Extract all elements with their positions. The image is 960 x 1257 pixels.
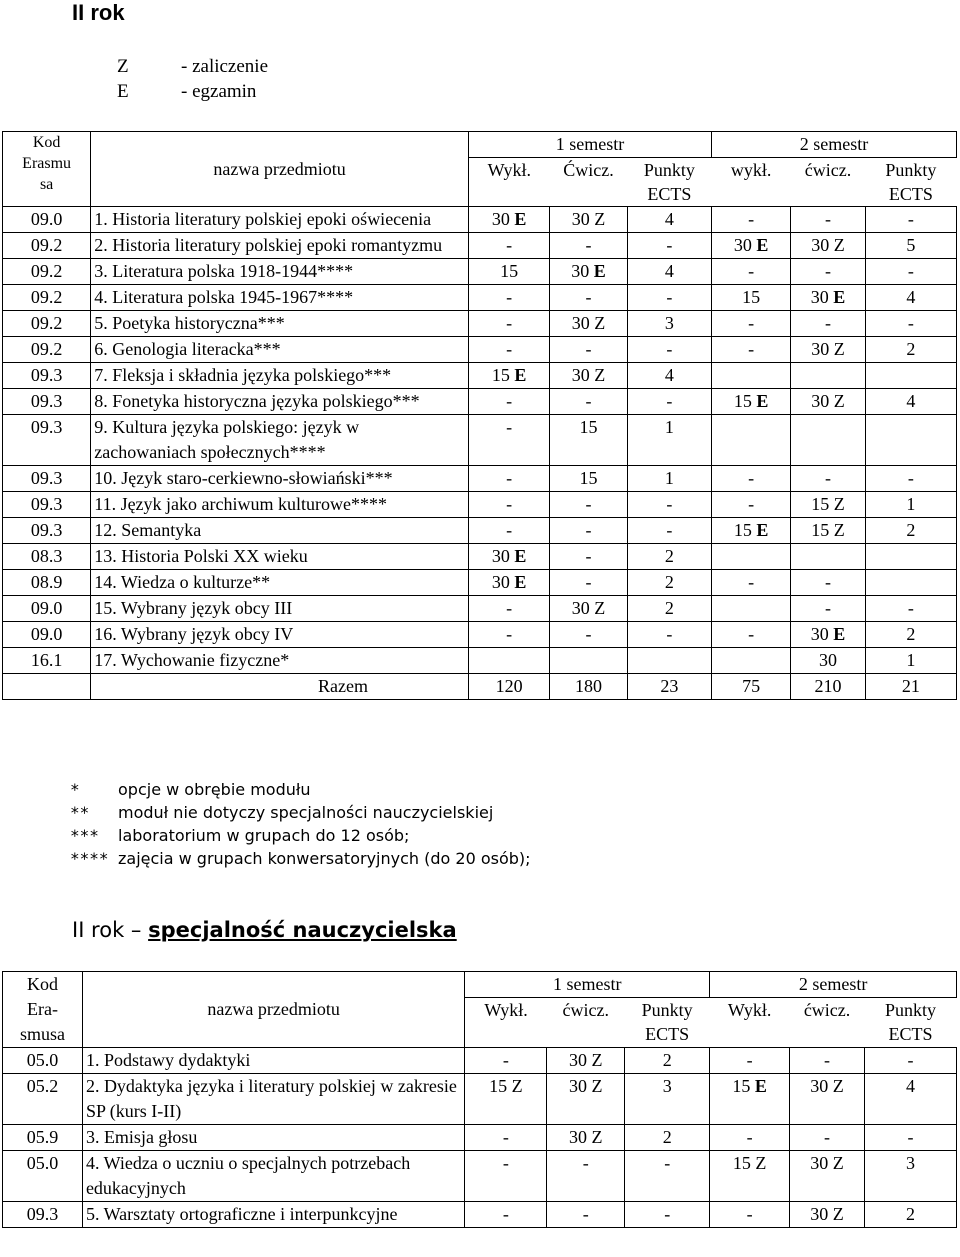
course-table-year2 bbox=[2, 131, 957, 700]
row-value: 15 Z bbox=[465, 1074, 547, 1125]
row-value: 15 bbox=[712, 285, 791, 311]
row-value bbox=[865, 363, 956, 389]
row-value: - bbox=[865, 311, 956, 337]
row-code: 09.2 bbox=[3, 259, 91, 285]
row-value: - bbox=[791, 570, 865, 596]
row-value: - bbox=[627, 233, 711, 259]
table-row bbox=[3, 1074, 957, 1125]
row-value bbox=[865, 570, 956, 596]
table-row bbox=[3, 596, 957, 622]
table-row bbox=[3, 337, 957, 363]
row-value: 30 E bbox=[468, 544, 549, 570]
row-value: - bbox=[712, 207, 791, 233]
row-value: - bbox=[465, 1125, 547, 1151]
total-blank bbox=[3, 674, 91, 700]
row-value: 30 Z bbox=[790, 1151, 865, 1202]
subheader-cell: ćwicz. bbox=[562, 1000, 609, 1021]
row-value: - bbox=[468, 596, 549, 622]
row-value: - bbox=[465, 1151, 547, 1202]
row-subject: 10. Język staro-cerkiewno-słowiański*** bbox=[91, 466, 469, 492]
row-value: - bbox=[712, 466, 791, 492]
row-value: - bbox=[465, 1202, 547, 1228]
semester1-header: 1 semestr bbox=[468, 132, 711, 158]
subheader-cell: Punkty ECTS bbox=[641, 1000, 693, 1045]
row-code: 09.3 bbox=[3, 415, 91, 466]
row-value: 1 bbox=[865, 492, 956, 518]
row-value: 4 bbox=[627, 363, 711, 389]
name-header: nazwa przedmiotu bbox=[82, 972, 464, 1048]
row-subject: 7. Fleksja i składnia języka polskiego*** bbox=[91, 363, 469, 389]
row-value bbox=[550, 648, 628, 674]
row-value: - bbox=[468, 311, 549, 337]
row-value: 4 bbox=[865, 285, 956, 311]
table-row bbox=[3, 233, 957, 259]
legend-item-z: Z - zaliczenie bbox=[117, 56, 269, 77]
row-value: - bbox=[468, 337, 549, 363]
table-row bbox=[3, 466, 957, 492]
table-row bbox=[3, 415, 957, 466]
row-value: 30 E bbox=[712, 233, 791, 259]
subheader-cell: Punkty ECTS bbox=[885, 1000, 937, 1045]
row-value bbox=[712, 363, 791, 389]
semester1-header: 1 semestr bbox=[465, 972, 710, 998]
row-value bbox=[791, 544, 865, 570]
row-code: 05.2 bbox=[3, 1074, 83, 1125]
table-row bbox=[3, 492, 957, 518]
row-value bbox=[468, 648, 549, 674]
table-row bbox=[3, 311, 957, 337]
total-row bbox=[3, 674, 957, 700]
code-header-line: Kod bbox=[26, 974, 58, 994]
row-value: 2 bbox=[627, 596, 711, 622]
subheader-cell: wykł. bbox=[730, 160, 772, 180]
row-value: 30 Z bbox=[790, 1202, 865, 1228]
row-code: 05.0 bbox=[3, 1048, 83, 1074]
row-value: - bbox=[627, 389, 711, 415]
row-value: 2 bbox=[865, 1202, 957, 1228]
table-row bbox=[3, 648, 957, 674]
row-value: - bbox=[468, 466, 549, 492]
row-value: - bbox=[550, 622, 628, 648]
row-code: 09.0 bbox=[3, 622, 91, 648]
row-value: - bbox=[550, 544, 628, 570]
row-value: 2 bbox=[625, 1048, 710, 1074]
row-code: 09.0 bbox=[3, 596, 91, 622]
row-value: - bbox=[710, 1125, 790, 1151]
row-subject: 1. Podstawy dydaktyki bbox=[82, 1048, 464, 1074]
row-value: 30 Z bbox=[547, 1125, 625, 1151]
row-value: 3 bbox=[625, 1074, 710, 1125]
row-subject: 12. Semantyka bbox=[91, 518, 469, 544]
subheader-cell: ćwicz. bbox=[804, 160, 852, 180]
row-value: 30 E bbox=[791, 285, 865, 311]
row-value: 30 E bbox=[550, 259, 628, 285]
row-code: 09.3 bbox=[3, 363, 91, 389]
row-code: 09.3 bbox=[3, 389, 91, 415]
row-value: 2 bbox=[865, 337, 956, 363]
header-row bbox=[3, 972, 957, 998]
row-value: - bbox=[865, 259, 956, 285]
table-row bbox=[3, 207, 957, 233]
row-value: - bbox=[791, 596, 865, 622]
row-value: - bbox=[710, 1202, 790, 1228]
table-row bbox=[3, 622, 957, 648]
row-value: 3 bbox=[627, 311, 711, 337]
row-value: - bbox=[550, 492, 628, 518]
row-value: 1 bbox=[627, 415, 711, 466]
row-value: - bbox=[865, 1048, 957, 1074]
row-value: 15 bbox=[468, 259, 549, 285]
row-value: - bbox=[865, 207, 956, 233]
table-row bbox=[3, 544, 957, 570]
row-value: - bbox=[625, 1151, 710, 1202]
total-value: 75 bbox=[712, 674, 791, 700]
row-subject: 2. Dydaktyka języka i literatury polskiej w zakresie SP (kurs I-II) bbox=[82, 1074, 464, 1125]
row-value: - bbox=[710, 1048, 790, 1074]
row-subject: 4. Literatura polska 1945-1967**** bbox=[91, 285, 469, 311]
row-value: 30 Z bbox=[547, 1074, 625, 1125]
total-value: 21 bbox=[865, 674, 956, 700]
row-value: - bbox=[865, 596, 956, 622]
row-value: - bbox=[468, 492, 549, 518]
code-header-line: sa bbox=[39, 176, 54, 193]
row-value: 15 E bbox=[712, 518, 791, 544]
footnote-mark: *** bbox=[70, 826, 99, 845]
row-value: - bbox=[712, 492, 791, 518]
row-value: - bbox=[791, 311, 865, 337]
section-heading: II rok – specjalność nauczycielska bbox=[72, 918, 457, 942]
row-value bbox=[627, 648, 711, 674]
row-code: 05.9 bbox=[3, 1125, 83, 1151]
row-subject: 5. Warsztaty ortograficzne i interpunkcyjne bbox=[82, 1202, 464, 1228]
footnote bbox=[70, 778, 531, 801]
row-value: - bbox=[547, 1202, 625, 1228]
row-value bbox=[791, 415, 865, 466]
row-subject: 17. Wychowanie fizyczne* bbox=[91, 648, 469, 674]
row-subject: 11. Język jako archiwum kulturowe**** bbox=[91, 492, 469, 518]
row-value: 5 bbox=[865, 233, 956, 259]
code-header bbox=[3, 972, 83, 1048]
row-value: 2 bbox=[625, 1125, 710, 1151]
row-value: 4 bbox=[627, 259, 711, 285]
row-value: 4 bbox=[627, 207, 711, 233]
table-row bbox=[3, 570, 957, 596]
row-value: - bbox=[625, 1202, 710, 1228]
row-value: - bbox=[627, 285, 711, 311]
row-value bbox=[791, 363, 865, 389]
row-value: - bbox=[865, 1125, 957, 1151]
table-row bbox=[3, 389, 957, 415]
total-value: 180 bbox=[550, 674, 628, 700]
row-value: 30 Z bbox=[791, 389, 865, 415]
row-subject: 5. Poetyka historyczna*** bbox=[91, 311, 469, 337]
row-code: 08.3 bbox=[3, 544, 91, 570]
row-value: - bbox=[550, 570, 628, 596]
row-value: 15 E bbox=[468, 363, 549, 389]
row-value: - bbox=[627, 337, 711, 363]
row-value: - bbox=[712, 259, 791, 285]
subheader-cell: Wykł. bbox=[487, 160, 532, 180]
header-row bbox=[3, 132, 957, 158]
row-value: - bbox=[550, 285, 628, 311]
row-value: 3 bbox=[865, 1151, 957, 1202]
row-value: - bbox=[712, 337, 791, 363]
row-value: - bbox=[468, 622, 549, 648]
table-row bbox=[3, 1151, 957, 1202]
footnote-text: laboratorium w grupach do 12 osób; bbox=[118, 826, 410, 845]
row-value: 1 bbox=[865, 648, 956, 674]
table-row bbox=[3, 1202, 957, 1228]
footnote-text: zajęcia w grupach konwersatoryjnych (do 20 osób); bbox=[118, 849, 531, 868]
row-value: - bbox=[465, 1048, 547, 1074]
row-code: 09.3 bbox=[3, 518, 91, 544]
row-value: 15 bbox=[550, 466, 628, 492]
row-value: 30 E bbox=[468, 570, 549, 596]
course-table-teaching bbox=[2, 971, 957, 1228]
row-value: 2 bbox=[627, 570, 711, 596]
name-header: nazwa przedmiotu bbox=[91, 132, 469, 207]
row-value: - bbox=[790, 1125, 865, 1151]
table-row bbox=[3, 1048, 957, 1074]
subheader-cell: Punkty ECTS bbox=[885, 160, 937, 204]
legend bbox=[117, 54, 268, 104]
row-subject: 8. Fonetyka historyczna języka polskiego*** bbox=[91, 389, 469, 415]
row-value: - bbox=[865, 466, 956, 492]
subheader-cell: Punkty ECTS bbox=[643, 160, 695, 204]
row-value: 4 bbox=[865, 389, 956, 415]
footnote-mark: ** bbox=[70, 803, 90, 822]
row-value: - bbox=[468, 389, 549, 415]
row-code: 09.3 bbox=[3, 466, 91, 492]
row-subject: 6. Genologia literacka*** bbox=[91, 337, 469, 363]
row-value: - bbox=[468, 415, 549, 466]
row-code: 05.0 bbox=[3, 1151, 83, 1202]
row-value: - bbox=[790, 1048, 865, 1074]
row-value: - bbox=[468, 233, 549, 259]
row-code: 16.1 bbox=[3, 648, 91, 674]
row-value: 30 bbox=[791, 648, 865, 674]
row-code: 09.2 bbox=[3, 337, 91, 363]
row-value: - bbox=[712, 311, 791, 337]
row-subject: 14. Wiedza o kulturze** bbox=[91, 570, 469, 596]
row-subject: 2. Historia literatury polskiej epoki romantyzmu bbox=[91, 233, 469, 259]
semester2-header: 2 semestr bbox=[710, 972, 957, 998]
row-value bbox=[712, 648, 791, 674]
total-value: 210 bbox=[791, 674, 865, 700]
row-subject: 13. Historia Polski XX wieku bbox=[91, 544, 469, 570]
code-header-line: Era- bbox=[26, 999, 58, 1019]
row-value: 2 bbox=[865, 622, 956, 648]
row-code: 08.9 bbox=[3, 570, 91, 596]
total-value: 23 bbox=[627, 674, 711, 700]
row-value: - bbox=[627, 492, 711, 518]
row-subject: 16. Wybrany język obcy IV bbox=[91, 622, 469, 648]
row-value: - bbox=[547, 1151, 625, 1202]
row-value: - bbox=[791, 259, 865, 285]
row-value: 30 Z bbox=[550, 363, 628, 389]
row-value: 30 Z bbox=[791, 233, 865, 259]
footnote-mark: **** bbox=[70, 849, 109, 868]
row-value: 4 bbox=[865, 1074, 957, 1125]
page-title: II rok bbox=[72, 0, 125, 25]
row-value: - bbox=[712, 570, 791, 596]
row-value bbox=[865, 415, 956, 466]
row-value: - bbox=[627, 518, 711, 544]
footnote bbox=[70, 847, 531, 870]
row-value: 30 Z bbox=[547, 1048, 625, 1074]
subheader-cell: Ćwicz. bbox=[563, 160, 614, 180]
row-value: - bbox=[791, 207, 865, 233]
row-value: - bbox=[550, 337, 628, 363]
row-subject: 3. Emisja głosu bbox=[82, 1125, 464, 1151]
footnote bbox=[70, 824, 531, 847]
semester2-header: 2 semestr bbox=[712, 132, 957, 158]
row-value: 30 E bbox=[791, 622, 865, 648]
row-value: - bbox=[627, 622, 711, 648]
row-value bbox=[712, 415, 791, 466]
row-value bbox=[865, 544, 956, 570]
row-value: - bbox=[712, 622, 791, 648]
footnote-text: moduł nie dotyczy specjalności nauczycielskiej bbox=[118, 803, 494, 822]
row-code: 09.3 bbox=[3, 492, 91, 518]
row-value: 30 Z bbox=[550, 596, 628, 622]
table-row bbox=[3, 259, 957, 285]
row-value: 1 bbox=[627, 466, 711, 492]
row-value: 30 Z bbox=[550, 207, 628, 233]
row-value: 2 bbox=[627, 544, 711, 570]
row-code: 09.0 bbox=[3, 207, 91, 233]
footnote bbox=[70, 801, 531, 824]
total-value: 120 bbox=[468, 674, 549, 700]
row-code: 09.2 bbox=[3, 311, 91, 337]
row-value: 2 bbox=[865, 518, 956, 544]
row-value: 30 Z bbox=[790, 1074, 865, 1125]
row-value: 15 bbox=[550, 415, 628, 466]
row-value bbox=[712, 596, 791, 622]
table-row bbox=[3, 285, 957, 311]
row-subject: 3. Literatura polska 1918-1944**** bbox=[91, 259, 469, 285]
row-subject: 1. Historia literatury polskiej epoki oświecenia bbox=[91, 207, 469, 233]
row-value: 30 E bbox=[468, 207, 549, 233]
row-code: 09.2 bbox=[3, 233, 91, 259]
row-subject: 4. Wiedza o uczniu o specjalnych potrzebach edukacyjnych bbox=[82, 1151, 464, 1202]
row-value: - bbox=[550, 389, 628, 415]
footnote-text: opcje w obrębie modułu bbox=[118, 780, 311, 799]
code-header bbox=[3, 132, 91, 207]
row-value: 15 E bbox=[712, 389, 791, 415]
row-value: 15 Z bbox=[791, 492, 865, 518]
row-value: 30 Z bbox=[550, 311, 628, 337]
footnotes bbox=[70, 778, 531, 870]
row-value: - bbox=[468, 518, 549, 544]
subheader-cell: Wykł. bbox=[484, 1000, 528, 1021]
row-subject: 9. Kultura języka polskiego: język w zachowaniach społecznych**** bbox=[91, 415, 469, 466]
row-subject: 15. Wybrany język obcy III bbox=[91, 596, 469, 622]
row-code: 09.3 bbox=[3, 1202, 83, 1228]
subheader-cell: ćwicz. bbox=[803, 1000, 851, 1021]
code-header-line: smusa bbox=[19, 1024, 65, 1044]
total-label: Razem bbox=[91, 674, 469, 700]
row-value: - bbox=[550, 518, 628, 544]
row-value: - bbox=[468, 285, 549, 311]
legend-item-e: E - egzamin bbox=[117, 81, 257, 102]
subheader-cell: Wykł. bbox=[727, 1000, 772, 1021]
row-code: 09.2 bbox=[3, 285, 91, 311]
footnote-mark: * bbox=[70, 780, 80, 799]
row-value: - bbox=[550, 233, 628, 259]
code-header-line: Kod bbox=[32, 134, 61, 151]
row-value bbox=[712, 544, 791, 570]
row-value: 30 Z bbox=[791, 337, 865, 363]
row-value: - bbox=[791, 466, 865, 492]
row-value: 15 E bbox=[710, 1074, 790, 1125]
row-value: 15 Z bbox=[710, 1151, 790, 1202]
table-row bbox=[3, 518, 957, 544]
table-row bbox=[3, 363, 957, 389]
table-row bbox=[3, 1125, 957, 1151]
code-header-line: Erasmu bbox=[22, 155, 72, 172]
row-value: 15 Z bbox=[791, 518, 865, 544]
